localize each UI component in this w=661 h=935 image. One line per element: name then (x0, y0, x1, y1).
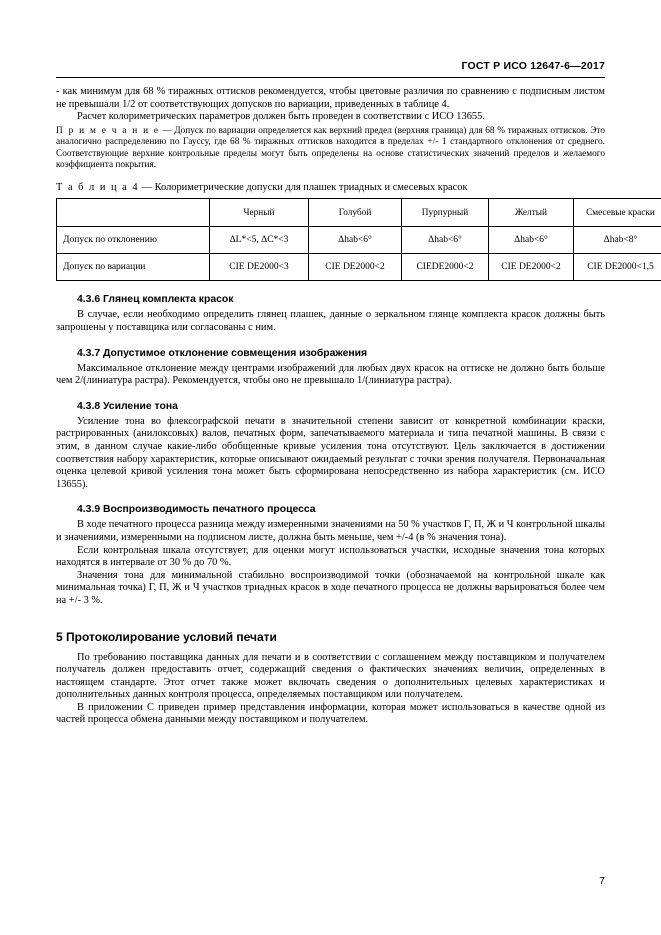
table-row (57, 227, 661, 254)
table-cell: Δhab<6° (489, 227, 574, 254)
section-heading-5: 5 Протоколирование условий печати (56, 629, 277, 644)
table-row-label: Допуск по вариации (57, 254, 210, 281)
section-5-paragraph-1: По требованию поставщика данных для печати и в соответствии с соглашением между поставщиком и получателем получатель должен предоставить отчет, содержащий сведения о фактических значениях величин, определенных в настоящем стандарте. Этот отчет также может включать сведения о дополнительных целевых характеристиках и дополнительных данных контроля процесса, определяемых поставщиком или получателем. (56, 651, 605, 701)
table-header-cell: Желтый (489, 199, 574, 227)
table-caption-label: Т а б л и ц а 4 (56, 182, 140, 194)
table-header-cell: Черный (210, 199, 309, 227)
page-header: ГОСТ Р ИСО 12647-6—2017 (461, 60, 605, 72)
table-cell: CIE DE2000<3 (210, 254, 309, 281)
clause-4-3-9-paragraph-3: Значения тона для минимальной стабильно воспроизводимой точки (обозначаемой на контрольной шкале как минимальная точка) Г, П, Ж и Ч участков триадных красок в ходе печатного процесса не должны варьироваться более чем на +/- 3 %. (56, 569, 605, 606)
clause-4-3-9-paragraph-2: Если контрольная шкала отсутствует, для оценки могут использоваться участки, исходные значения тона которых находятся в интервале от 30 % до 70 %. (56, 544, 605, 569)
table-cell: ΔL*<5, ΔC*<3 (210, 227, 309, 254)
table-caption-text: — Колориметрические допуски для плашек триадных и смесевых красок (139, 182, 468, 194)
clause-heading-4-3-8: 4.3.8 Усиление тона (77, 400, 178, 412)
table-cell: CIE DE2000<1,5 (574, 254, 661, 281)
clause-heading-4-3-7: 4.3.7 Допустимое отклонение совмещения изображения (77, 347, 368, 359)
clause-4-3-9-paragraph-1: В ходе печатного процесса разница между измеренными значениями на 50 % участков Г, П, Ж и Ч контрольной шкалы и значениями, измеренными на подписном листе, должна быть меньше, чем +/-4 (в % значения тона). (56, 519, 605, 543)
clause-heading-4-3-6: 4.3.6 Глянец комплекта красок (77, 294, 234, 306)
table-row (57, 254, 661, 281)
table-cell: Δhab<6° (402, 227, 489, 254)
table-cell: Δhab<6° (309, 227, 402, 254)
header-divider (56, 77, 605, 78)
clause-heading-4-3-9: 4.3.9 Воспроизводимость печатного процесса (77, 504, 316, 516)
table-caption (56, 182, 605, 193)
table-header-cell: Пурпурный (402, 199, 489, 227)
table-cell: CIE DE2000<2 (489, 254, 574, 281)
table-header-row (57, 199, 661, 227)
section-5-paragraph-2: В приложении С приведен пример представления информации, которая может использоваться в качестве одной из частей процесса обмена данными между поставщиком и получателем. (56, 701, 605, 726)
table-header-cell: Смесевые краски (574, 199, 661, 227)
clause-4-3-8-paragraph: Усиление тона во флексографской печати в значительной степени зависит от конкретной комбинации краски, растрированных (анилоксовых) валов, печатных форм, запечатываемого материала и типа печатной машины. В связи с этим, в данном случае какие-либо обобщенные кривые усиления тона отсутствуют. Цель заключается в достижении соответствия набору характеристик, которые описывают ожидаемый результат с точки зрения получателя. Первоначальная оценка целевой кривой усиления тона может быть сформирована непосредственно из набора характеристик (см. ИСО 13655). (56, 415, 605, 490)
note-block (56, 126, 605, 172)
clause-4-3-6-paragraph: В случае, если необходимо определить глянец плашек, данные о зеркальном глянце комплекта красок должны быть запрошены у поставщика или согласованы с ним. (56, 309, 605, 333)
intro-paragraph-1: - как минимум для 68 % тиражных оттисков рекомендуется, чтобы цветовые различия по сравнению с подписным листом не превышали 1/2 от соответствующих допусков по вариации, приведенных в таблице 4. (56, 86, 605, 110)
table-header-cell: Голубой (309, 199, 402, 227)
table-cell: Δhab<8° (574, 227, 661, 254)
clause-4-3-7-paragraph: Максимальное отклонение между центрами изображений для любых двух красок на оттиске не должно быть больше чем 2/(линиатура растра). Рекомендуется, чтобы оно не превышало 1/(линиатура растра). (56, 362, 605, 387)
colorimetric-tolerance-table (56, 198, 661, 281)
note-text: — Допуск по вариации определяется как верхний предел (верхняя граница) для 68 % тиражных оттисков. Это аналогично распределению по Гауссу, где 68 % тиражных оттисков находится в пределах +/- 1 стандартного отклонения от среднего. Соответствующие верхние контрольные пределы могут быть определены на основе статистических значений пределов и желаемого коэффициента покрытия. (56, 125, 605, 170)
note-label: П р и м е ч а н и е (56, 125, 160, 136)
page-number: 7 (599, 875, 605, 887)
table-row-label: Допуск по отклонению (57, 227, 210, 254)
table-header-cell (57, 199, 210, 227)
intro-paragraph-2: Расчет колориметрических параметров должен быть проведен в соответствии с ИСО 13655. (77, 111, 485, 123)
table-cell: CIE DE2000<2 (309, 254, 402, 281)
page-content (56, 86, 655, 727)
table-cell: CIEDE2000<2 (402, 254, 489, 281)
